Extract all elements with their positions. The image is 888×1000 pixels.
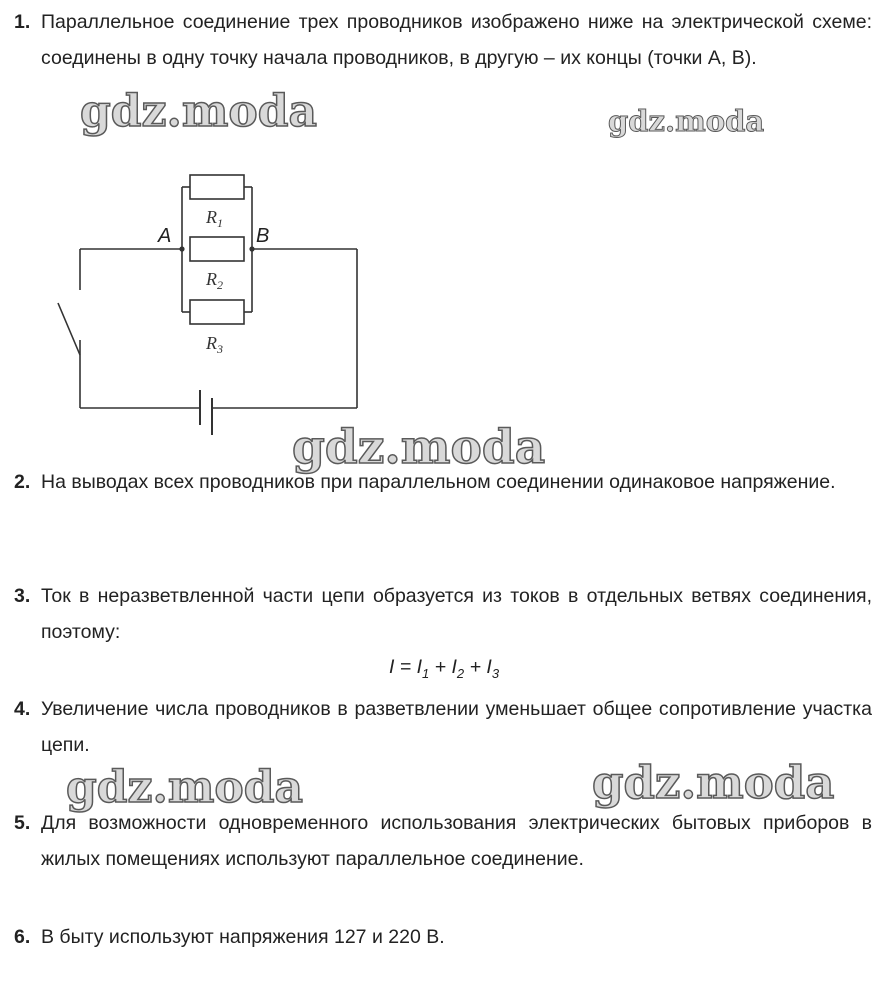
item-number: 1. — [14, 11, 31, 33]
r2-label: $R_2$ — [206, 269, 223, 292]
item-text: В быту используют напряжения 127 и 220 В. — [41, 926, 445, 948]
node-b-label: B — [256, 225, 270, 247]
node-a-label: A — [158, 225, 172, 247]
answer-item-5 — [14, 805, 872, 877]
watermark: gdz.moda — [592, 756, 835, 809]
r1-label: $R_1$ — [206, 207, 223, 230]
circuit-diagram — [40, 165, 380, 440]
answer-item-1 — [14, 4, 872, 76]
node-a-dot — [179, 246, 184, 251]
item-number: 5. — [14, 812, 31, 834]
watermark: gdz.moda — [80, 86, 318, 137]
resistor-r1 — [190, 175, 244, 199]
item-text: Увеличение числа проводников в разветвлении уменьшает общее сопротивление участка цепи. — [41, 698, 872, 756]
r3-label: $R_3$ — [206, 333, 223, 356]
item-text: Параллельное соединение трех проводников изображено ниже на электрической схеме: соединены в одну точку начала проводников, в другую – их концы (точки А, В). — [41, 11, 872, 69]
item-number: 2. — [14, 471, 31, 493]
switch — [58, 303, 80, 355]
resistor-r2 — [190, 237, 244, 261]
item-number: 3. — [14, 585, 31, 607]
answer-item-4 — [14, 691, 872, 763]
node-b-dot — [249, 246, 254, 251]
item-number: 6. — [14, 926, 31, 948]
resistor-r3 — [190, 300, 244, 324]
answer-item-6 — [14, 919, 872, 955]
item-text: Ток в неразветвленной части цепи образуется из токов в отдельных ветвях соединения, поэтому: — [41, 585, 872, 643]
item-text: Для возможности одновременного использования электрических бытовых приборов в жилых помещениях используют параллельное соединение. — [41, 812, 872, 870]
item-text: На выводах всех проводников при параллельном соединении одинаковое напряжение. — [41, 471, 836, 493]
watermark: gdz.moda — [608, 104, 765, 138]
watermark: gdz.moda — [66, 762, 304, 813]
item-number: 4. — [14, 698, 31, 720]
current-formula: $I = I_1 + I_2 + I_3$ — [388, 656, 500, 681]
watermark: gdz.moda — [292, 420, 546, 475]
answer-item-3 — [14, 578, 872, 650]
